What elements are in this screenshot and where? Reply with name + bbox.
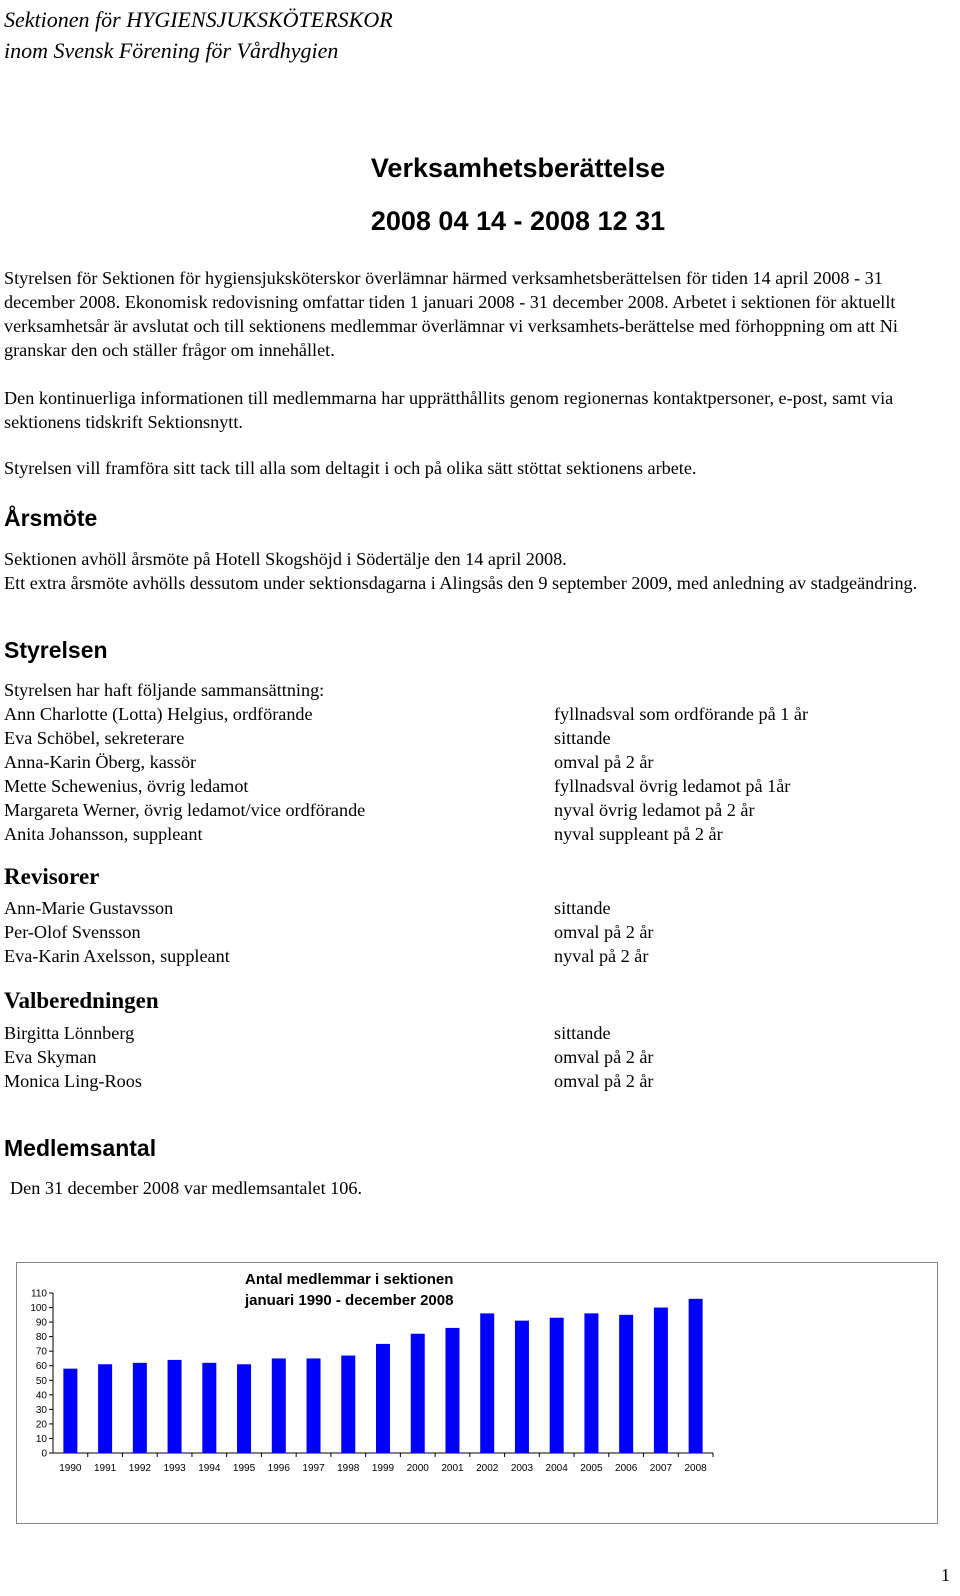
member-status: nyval på 2 år [554,946,649,966]
chart-bar-1996 [272,1358,286,1453]
page-number: 1 [941,1565,950,1585]
x-tick-label: 1993 [163,1463,186,1474]
intro-paragraph-3: Styrelsen vill framföra sitt tack till alla som deltagit i och på olika sätt stöttat sektionens arbete. [4,458,697,478]
x-tick-label: 2005 [580,1463,603,1474]
member-status: omval på 2 år [554,1047,654,1067]
styrelsen-heading: Styrelsen [4,637,108,663]
y-tick-label: 0 [41,1448,47,1460]
chart-bar-2006 [619,1315,633,1453]
x-tick-label: 2007 [649,1463,673,1474]
member-name: Anna-Karin Öberg, kassör [4,752,197,772]
y-tick-label: 80 [35,1332,47,1344]
member-status: fyllnadsval som ordförande på 1 år [554,704,809,724]
header-line-1: Sektionen för HYGIENSJUKSKÖTERSKOR [4,7,393,32]
arsmote-text-2: Ett extra årsmöte avhölls dessutom under sektionsdagarna i Alingsås den 9 september 2009, med anledning av stadgeändring. [4,573,918,593]
y-tick-label: 40 [35,1390,47,1402]
member-name: Ann Charlotte (Lotta) Helgius, ordförande [4,704,313,724]
y-tick-label: 30 [35,1404,47,1416]
member-status: nyval övrig ledamot på 2 år [554,800,755,820]
member-status: omval på 2 år [554,922,654,942]
member-name: Ann-Marie Gustavsson [4,898,174,918]
medlemsantal-heading: Medlemsantal [4,1135,157,1161]
intro-paragraph-1: Styrelsen för Sektionen för hygiensjuksköterskor överlämnar härmed verksamhetsberättelsen för tiden 14 april 2008 - 31 december 2008. Ekonomisk redovisning omfattar tiden 1 januari 2008 - 31 december 2008. Arbetet i sektionen för aktuellt verksamhetsår är avslutat och till sektionens medlemmar överlämnar vi verksamhets-berättelse med förhoppning om att Ni granskar den och ställer frågor om innehållet. [4,268,898,360]
intro-paragraph-2: Den kontinuerliga informationen till medlemmarna har upprätthållits genom regionernas kontaktpersoner, e-post, samt via sektionens tidskrift Sektionsnytt. [4,388,894,432]
member-name: Per-Olof Svensson [4,922,141,942]
x-tick-label: 2008 [684,1463,707,1474]
member-name: Eva Skyman [4,1047,97,1067]
styrelsen-intro: Styrelsen har haft följande sammansättning: [4,680,325,700]
member-name: Mette Schewenius, övrig ledamot [4,776,249,796]
x-tick-label: 1992 [128,1463,151,1474]
x-tick-label: 2003 [510,1463,534,1474]
chart-bar-1998 [341,1356,355,1453]
y-tick-label: 10 [35,1433,47,1445]
x-tick-label: 2006 [615,1463,638,1474]
member-name: Monica Ling-Roos [4,1071,142,1091]
member-status: omval på 2 år [554,1071,654,1091]
chart-bar-1994 [202,1363,216,1453]
chart-title-line-1: Antal medlemmar i sektionen [245,1271,454,1288]
member-status: sittande [554,728,611,748]
y-tick-label: 60 [35,1361,47,1373]
document-header [4,4,393,66]
chart-bar-1991 [98,1364,112,1453]
x-tick-label: 1997 [302,1463,325,1474]
y-tick-label: 90 [35,1317,47,1329]
chart-bar-1990 [63,1369,77,1453]
member-status: sittande [554,1023,611,1043]
chart-bar-1995 [237,1364,251,1453]
x-tick-label: 2004 [545,1463,568,1474]
y-tick-label: 100 [30,1303,47,1315]
chart-bar-1992 [133,1363,147,1453]
x-tick-label: 2001 [441,1463,464,1474]
chart-plot [17,1263,937,1523]
member-name: Anita Johansson, suppleant [4,824,203,844]
chart-bar-2000 [411,1334,425,1453]
member-name: Margareta Werner, övrig ledamot/vice ordförande [4,800,366,820]
y-tick-label: 110 [31,1288,47,1300]
chart-bar-2005 [584,1313,598,1453]
revisorer-heading: Revisorer [4,864,100,889]
chart-bar-2007 [654,1308,668,1453]
document-title: Verksamhetsberättelse [370,153,666,183]
chart-bar-2003 [515,1321,529,1453]
chart-bar-1997 [307,1358,321,1453]
valberedningen-heading: Valberedningen [4,988,159,1013]
x-tick-label: 2000 [406,1463,429,1474]
chart-bar-2001 [445,1328,459,1453]
x-tick-label: 2002 [476,1463,499,1474]
arsmote-heading: Årsmöte [4,505,98,531]
medlemsantal-text: Den 31 december 2008 var medlemsantalet 106. [10,1178,363,1198]
x-tick-label: 1996 [267,1463,290,1474]
x-tick-label: 1994 [198,1463,221,1474]
member-status: omval på 2 år [554,752,654,772]
y-tick-label: 70 [35,1346,47,1358]
x-tick-label: 1991 [93,1463,117,1474]
member-name: Birgitta Lönnberg [4,1023,135,1043]
x-tick-label: 1995 [232,1463,256,1474]
chart-bar-2004 [550,1318,564,1453]
member-status: fyllnadsval övrig ledamot på 1år [554,776,791,796]
document-period: 2008 04 14 - 2008 12 31 [370,206,666,236]
x-tick-label: 1998 [337,1463,360,1474]
members-chart [16,1262,938,1524]
arsmote-text-1: Sektionen avhöll årsmöte på Hotell Skogshöjd i Södertälje den 14 april 2008. [4,549,567,569]
chart-bar-2002 [480,1313,494,1453]
x-tick-label: 1990 [59,1463,82,1474]
chart-bar-2008 [689,1299,703,1453]
chart-bar-1999 [376,1344,390,1453]
chart-bar-1993 [168,1360,182,1453]
member-status: nyval suppleant på 2 år [554,824,723,844]
member-name: Eva Schöbel, sekreterare [4,728,185,748]
y-tick-label: 20 [35,1419,47,1431]
header-line-2: inom Svensk Förening för Vårdhygien [4,38,339,63]
chart-title-line-2: januari 1990 - december 2008 [245,1292,454,1309]
member-name: Eva-Karin Axelsson, suppleant [4,946,230,966]
member-status: sittande [554,898,611,918]
x-tick-label: 1999 [371,1463,395,1474]
y-tick-label: 50 [35,1375,47,1387]
